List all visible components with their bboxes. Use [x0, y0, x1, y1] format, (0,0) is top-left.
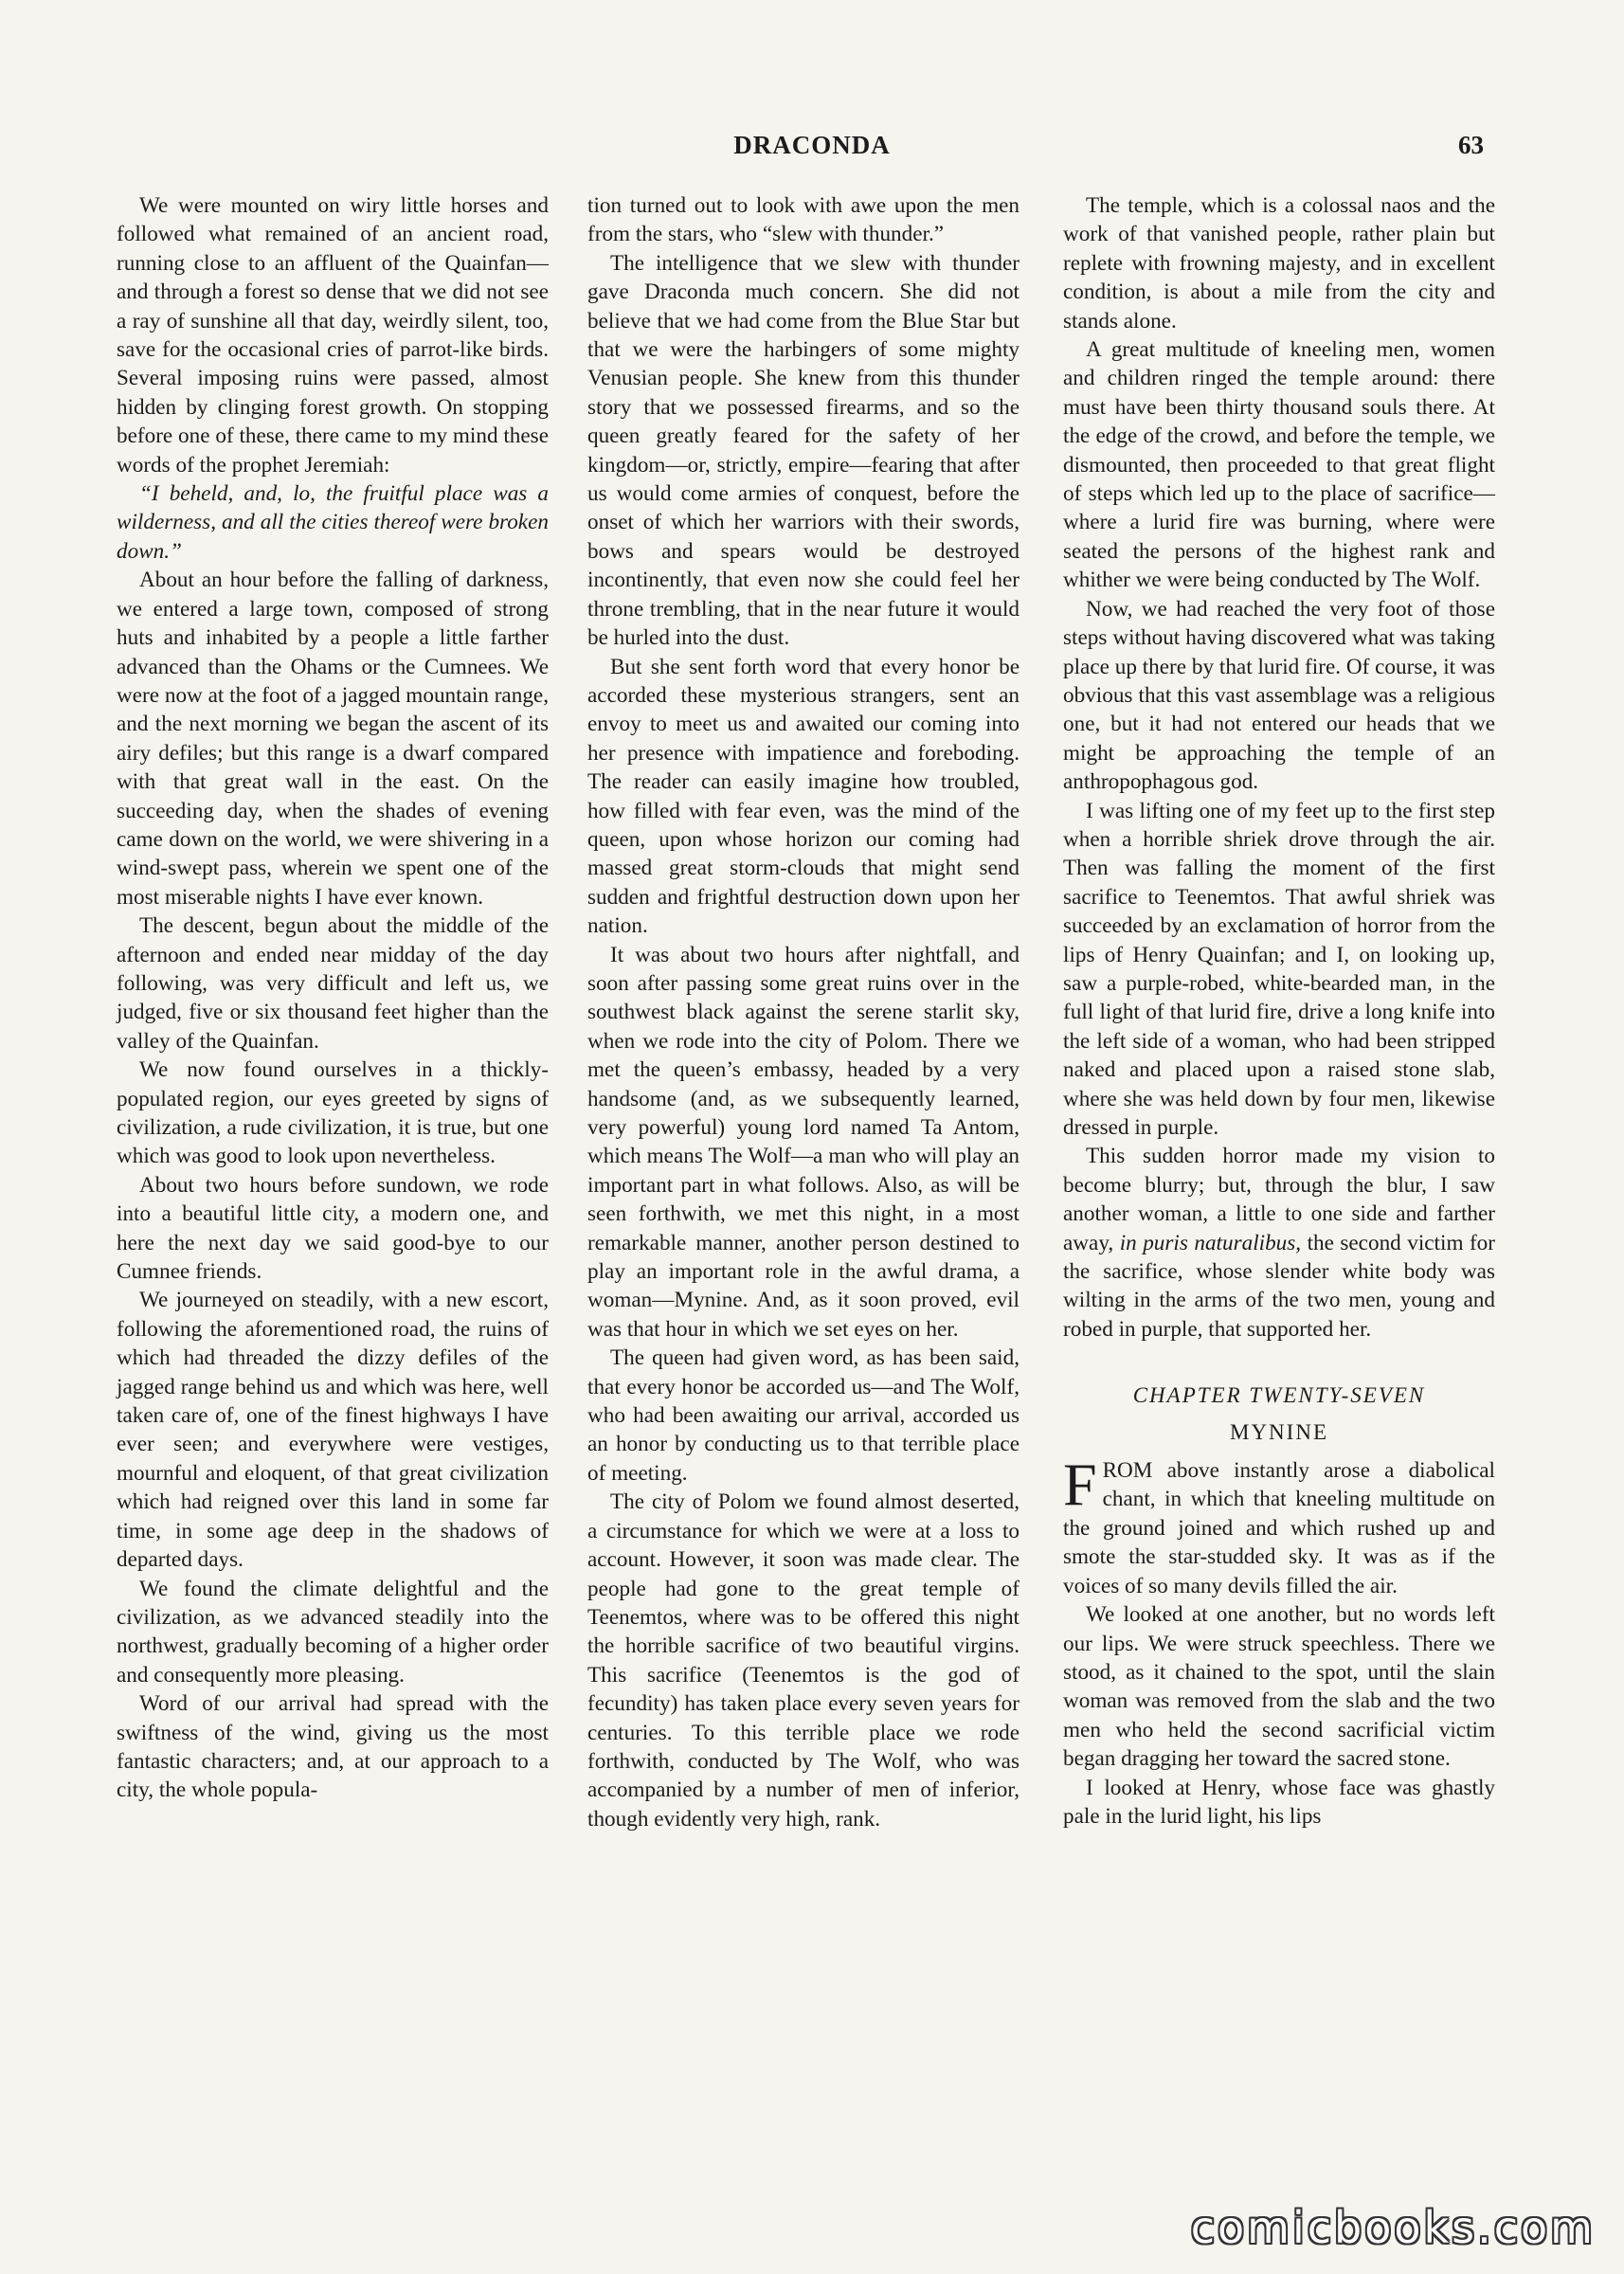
paragraph: We were mounted on wiry little horses and followed what remained of an ancient road, running close to an affluent of the Quainfan—and through a forest so dense that we did not see a ray of sunshine all that day, weirdly silent, too, save for the occasional cries of parrot-like birds. Several imposing ruins were passed, almost hidden by clinging forest growth. On stopping before one of these, there came to my mind these words of the prophet Jeremiah:	[117, 193, 549, 478]
paragraph: A great multitude of kneeling men, women and children ringed the temple around: there must have been thirty thousand souls there. At the edge of the crowd, and before the temple, we dismounted, then proceeded to that great flight of steps which led up to the place of sacrifice—where a lurid fire was burning, where were seated the persons of the highest rank and whither we were being conducted by The Wolf.	[1063, 337, 1495, 593]
paragraph: Now, we had reached the very foot of those steps without having discovered what was taking place up there by that lurid fire. Of course, it was obvious that this vast assemblage was a religious one, but it had not entered our heads that we might be approaching the temple of an anthropophagous god.	[1063, 596, 1495, 795]
page-number: 63	[1458, 131, 1484, 159]
paragraph: The descent, begun about the middle of the afternoon and ended near midday of the day following, was very difficult and left us, we judged, five or six thousand feet higher than the valley of the Quainfan.	[117, 913, 549, 1054]
text-column-2	[587, 191, 1020, 1833]
paragraph-with-italic	[1063, 1142, 1495, 1344]
paragraph: The queen had given word, as has been said, that every honor be accorded us—and The Wolf, who had been awaiting our arrival, accorded us an honor by conducting us to that terrible place of meeting.	[587, 1345, 1020, 1486]
paragraph: We looked at one another, but no words left our lips. We were struck speechless. There we stood, as it chained to the spot, until the slain woman was removed from the slab and the two men who held the second sacrificial victim began dragging her toward the sacred stone.	[1063, 1602, 1495, 1772]
paragraph: I looked at Henry, whose face was ghastly pale in the lurid light, his lips	[1063, 1775, 1495, 1829]
running-title: DRACONDA	[733, 131, 891, 159]
paragraph: It was about two hours after nightfall, and soon after passing some great ruins over in the southwest black against the serene starlit sky, when we rode into the city of Polom. There we met the queen’s embassy, headed by a very handsome (and, as we subsequently learned, very powerful) young lord named Ta Antom, which means The Wolf—a man who will play an important part in what follows. Also, as will be seen forthwith, we met this night, in a most remarkable manner, another person destined to play an important role in the awful drama, a woman—Mynine. And, as it soon proved, evil was that hour in which we set eyes on her.	[587, 942, 1020, 1342]
page-header	[0, 131, 1624, 169]
paragraph: But she sent forth word that every honor be accorded these mysterious strangers, sent an envoy to meet us and awaited our coming into her presence with impatience and foreboding. The reader can easily imagine how troubled, how filled with fear even, was the mind of the queen, upon whose horizon our coming had massed great storm-clouds that might send sudden and frightful destruction down upon her nation.	[587, 654, 1020, 939]
chapter-heading: CHAPTER TWENTY-SEVEN	[1132, 1383, 1426, 1408]
text-column-1	[117, 191, 549, 1805]
chapter-title: MYNINE	[1230, 1419, 1328, 1444]
paragraph: The temple, which is a colossal naos and the work of that vanished people, rather plain but replete with frowning majesty, and in excellent condition, is about a mile from the city and stands alone.	[1063, 193, 1495, 334]
paragraph: We found the climate delightful and the civilization, as we advanced steadily into the northwest, gradually becoming of a higher order and consequently more pleasing.	[117, 1576, 549, 1687]
text-run: This sudden horror made my vision to become blurry; but, through the blur, I saw another woman, a little to one side and farther away,	[1063, 1144, 1495, 1255]
watermark-logo: comicbooks.com	[1190, 2202, 1596, 2253]
paragraph: About two hours before sundown, we rode into a beautiful little city, a modern one, and here the next day we said good-bye to our Cumnee friends.	[117, 1172, 549, 1285]
paragraph: We now found ourselves in a thickly-populated region, our eyes greeted by signs of civilization, a rude civilization, it is true, but one which was good to look upon nevertheless.	[117, 1057, 549, 1169]
paragraph: The intelligence that we slew with thunder gave Draconda much concern. She did not believe that we had come from the Blue Star but that we were the harbingers of some mighty Venusian people. She knew from this thunder story that we possessed firearms, and so the queen greatly feared for the safety of her kingdom—or, strictly, empire—fearing that after us would come armies of conquest, before the onset of which her warriors with their swords, bows and spears would be destroyed incontinently, that even now she could feel her throne trembling, that in the near future it would be hurled into the dust.	[587, 250, 1020, 651]
paragraph-continued: tion turned out to look with awe upon the men from the stars, who “slew with thunder.”	[587, 193, 1020, 247]
text-run: the second victim for the sacrifice, whose slender white body was wilting in the arms of the two men, young and robed in purple, that supported her.	[1063, 1230, 1495, 1342]
text-column-3	[1063, 191, 1495, 1831]
text-run: ROM above instantly arose a diabolical chant, in which that kneeling multitude on the ground joined and which rushed up and smote the star-studded sky. It was as if the voices of so many devils filled the air.	[1063, 1458, 1495, 1598]
paragraph: We journeyed on steadily, with a new escort, following the aforementioned road, the ruins of which had threaded the dizzy defiles of the jagged range behind us and which was here, well taken care of, one of the finest highways I have ever seen; and everywhere were vestiges, mournful and eloquent, of that great civilization which had reigned over this land in some far time, in some age deep in the shadows of departed days.	[117, 1288, 549, 1573]
opening-paragraph	[1063, 1451, 1495, 1600]
paragraph: About an hour before the falling of darkness, we entered a large town, composed of strong huts and inhabited by a people a little farther advanced than the Ohams or the Cumnees. We were now at the foot of a jagged mountain range, and the next morning we began the ascent of its airy defiles; but this range is a dwarf compared with that great wall in the east. On the succeeding day, when the shades of evening came down on the world, we were shivering in a wind-swept pass, wherein we spent one of the most miserable nights I have ever known.	[117, 568, 549, 910]
block-quote: “I beheld, and, lo, the fruitful place was a wilderness, and all the cities thereof were broken down.”	[117, 481, 549, 564]
paragraph: The city of Polom we found almost deserted, a circumstance for which we were at a loss to account. However, it soon was made clear. The people had gone to the great temple of Teenemtos, where was to be offered this night the horrible sacrifice of two beautiful virgins. This sacrifice (Teenemtos is the god of fecundity) has taken place every seven years for centuries. To this terrible place we rode forthwith, conducted by The Wolf, who was accompanied by a number of men of inferior, though evidently very high, rank.	[587, 1489, 1020, 1832]
italic-phrase: in puris naturalibus,	[1119, 1230, 1302, 1255]
paragraph: Word of our arrival had spread with the swiftness of the wind, giving us the most fantastic characters; and, at our approach to a city, the whole popula-	[117, 1691, 549, 1803]
paragraph: I was lifting one of my feet up to the first step when a horrible shriek drove through the air. Then was falling the moment of the first sacrifice to Teenemtos. That awful shriek was succeeded by an exclamation of horror from the lips of Henry Quainfan; and I, on looking up, saw a purple-robed, white-bearded man, in the full light of that lurid fire, drive a long knife into the left side of a woman, who had been stripped naked and placed upon a raised stone slab, where she was held down by four men, likewise dressed in purple.	[1063, 798, 1495, 1140]
drop-cap: F	[1063, 1451, 1097, 1519]
